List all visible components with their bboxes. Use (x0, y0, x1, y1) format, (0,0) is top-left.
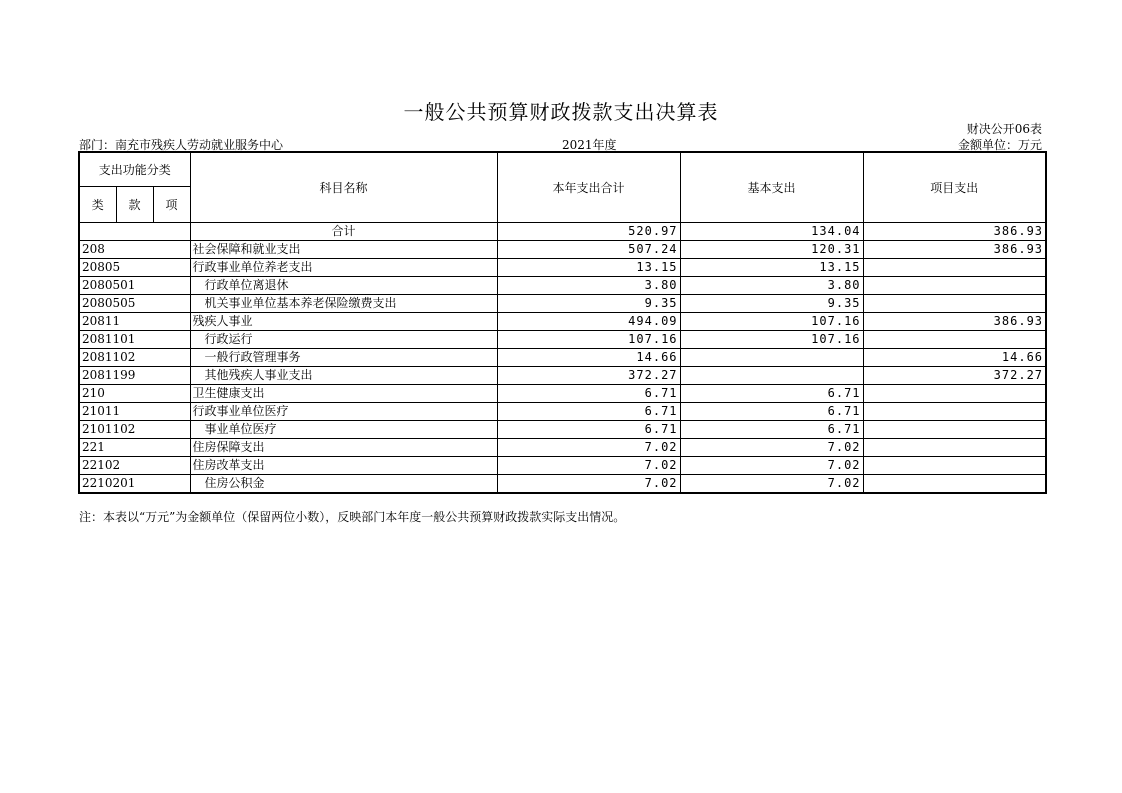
function-code-cell: 2081199 (79, 366, 190, 384)
basic-amount-cell: 3.80 (680, 276, 863, 294)
page-title: 一般公共预算财政拨款支出决算表 (403, 100, 719, 124)
project-amount-cell: 386.93 (863, 222, 1046, 240)
subject-name-cell: 行政单位离退休 (190, 276, 497, 294)
form-number: 财决公开06表 (966, 122, 1042, 136)
subject-name-cell: 住房保障支出 (190, 438, 497, 456)
table-row (79, 240, 1046, 258)
table-row (79, 222, 1046, 240)
total-amount-cell: 3.80 (497, 276, 680, 294)
basic-amount-cell (680, 366, 863, 384)
total-amount-cell: 9.35 (497, 294, 680, 312)
amount-unit: 金额单位：万元 (957, 138, 1042, 152)
function-code-cell: 22102 (79, 456, 190, 474)
total-amount-cell: 7.02 (497, 474, 680, 493)
subject-name-cell: 行政事业单位医疗 (190, 402, 497, 420)
total-amount-cell: 107.16 (497, 330, 680, 348)
table-row (79, 438, 1046, 456)
subject-name-cell: 行政事业单位养老支出 (190, 258, 497, 276)
basic-amount-cell: 134.04 (680, 222, 863, 240)
table-row (79, 456, 1046, 474)
basic-amount-cell: 120.31 (680, 240, 863, 258)
project-amount-cell (863, 438, 1046, 456)
subject-name-cell: 一般行政管理事务 (190, 348, 497, 366)
total-amount-cell: 13.15 (497, 258, 680, 276)
subject-name-cell: 行政运行 (190, 330, 497, 348)
subject-name-cell: 卫生健康支出 (190, 384, 497, 402)
total-amount-cell: 372.27 (497, 366, 680, 384)
header-subject: 科目名称 (190, 152, 497, 222)
table-row (79, 384, 1046, 402)
fiscal-year: 2021年度 (562, 138, 617, 152)
basic-amount-cell: 7.02 (680, 474, 863, 493)
total-amount-cell: 7.02 (497, 456, 680, 474)
function-code-cell: 210 (79, 384, 190, 402)
table-row (79, 420, 1046, 438)
basic-amount-cell: 107.16 (680, 330, 863, 348)
table-row (79, 312, 1046, 330)
header-basic: 基本支出 (680, 152, 863, 222)
project-amount-cell (863, 420, 1046, 438)
total-amount-cell: 6.71 (497, 420, 680, 438)
subject-name-cell: 事业单位医疗 (190, 420, 497, 438)
project-amount-cell (863, 402, 1046, 420)
subject-name-cell: 社会保障和就业支出 (190, 240, 497, 258)
function-code-cell: 2210201 (79, 474, 190, 493)
total-amount-cell: 6.71 (497, 402, 680, 420)
header-xiang: 项 (153, 186, 190, 222)
function-code-cell: 208 (79, 240, 190, 258)
basic-amount-cell: 7.02 (680, 456, 863, 474)
subject-name-cell: 残疾人事业 (190, 312, 497, 330)
project-amount-cell (863, 258, 1046, 276)
basic-amount-cell: 107.16 (680, 312, 863, 330)
table-row (79, 402, 1046, 420)
function-code-cell: 221 (79, 438, 190, 456)
table-row (79, 366, 1046, 384)
project-amount-cell (863, 456, 1046, 474)
table-body (79, 222, 1046, 493)
table-row (79, 276, 1046, 294)
function-code-cell: 20811 (79, 312, 190, 330)
basic-amount-cell: 9.35 (680, 294, 863, 312)
total-amount-cell: 494.09 (497, 312, 680, 330)
project-amount-cell: 386.93 (863, 240, 1046, 258)
project-amount-cell: 386.93 (863, 312, 1046, 330)
project-amount-cell (863, 474, 1046, 493)
basic-amount-cell: 6.71 (680, 402, 863, 420)
total-amount-cell: 520.97 (497, 222, 680, 240)
function-code-cell: 2101102 (79, 420, 190, 438)
basic-amount-cell: 13.15 (680, 258, 863, 276)
basic-amount-cell (680, 348, 863, 366)
subject-name-cell: 住房改革支出 (190, 456, 497, 474)
function-code-cell: 2080501 (79, 276, 190, 294)
department-label: 部门：南充市残疾人劳动就业服务中心 (79, 138, 284, 152)
basic-amount-cell: 6.71 (680, 420, 863, 438)
total-amount-cell: 507.24 (497, 240, 680, 258)
table-row (79, 474, 1046, 493)
subject-name-cell: 其他残疾人事业支出 (190, 366, 497, 384)
project-amount-cell: 372.27 (863, 366, 1046, 384)
project-amount-cell (863, 294, 1046, 312)
project-amount-cell (863, 330, 1046, 348)
header-lei: 类 (79, 186, 116, 222)
function-code-cell: 2080505 (79, 294, 190, 312)
header-total: 本年支出合计 (497, 152, 680, 222)
table-row (79, 258, 1046, 276)
subject-name-cell: 合计 (190, 222, 497, 240)
function-code-cell: 2081101 (79, 330, 190, 348)
function-code-cell (79, 222, 190, 240)
function-code-cell: 2081102 (79, 348, 190, 366)
total-amount-cell: 6.71 (497, 384, 680, 402)
subject-name-cell: 机关事业单位基本养老保险缴费支出 (190, 294, 497, 312)
project-amount-cell (863, 384, 1046, 402)
header-kuan: 款 (116, 186, 153, 222)
expenditure-table (78, 151, 1047, 494)
table-row (79, 348, 1046, 366)
project-amount-cell (863, 276, 1046, 294)
basic-amount-cell: 7.02 (680, 438, 863, 456)
total-amount-cell: 7.02 (497, 438, 680, 456)
table-row (79, 294, 1046, 312)
header-project: 项目支出 (863, 152, 1046, 222)
subject-name-cell: 住房公积金 (190, 474, 497, 493)
total-amount-cell: 14.66 (497, 348, 680, 366)
function-code-cell: 21011 (79, 402, 190, 420)
function-code-cell: 20805 (79, 258, 190, 276)
basic-amount-cell: 6.71 (680, 384, 863, 402)
project-amount-cell: 14.66 (863, 348, 1046, 366)
footnote: 注：本表以“万元”为金额单位（保留两位小数），反映部门本年度一般公共预算财政拨款实际支出情况。 (79, 510, 626, 524)
table-row (79, 330, 1046, 348)
header-function-class: 支出功能分类 (79, 152, 190, 186)
